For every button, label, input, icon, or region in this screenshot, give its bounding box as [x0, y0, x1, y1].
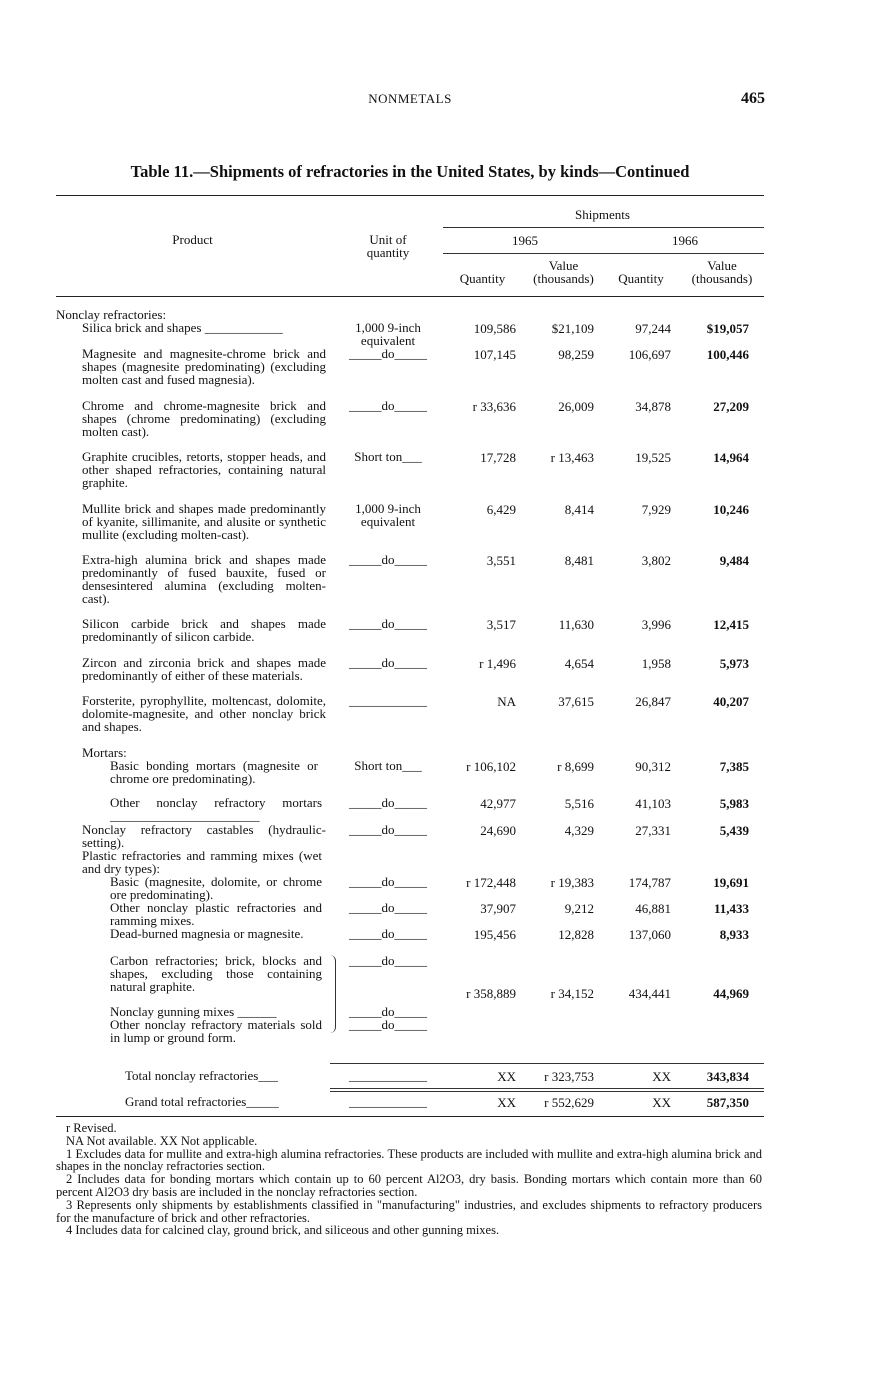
row-unit: ____________ [349, 693, 427, 708]
row-product: Graphite crucibles, retorts, stopper heads, and other shaped refractories, containing natural graphite. [82, 449, 326, 490]
grand-total-value-1966: 587,350 [706, 1095, 749, 1110]
combined-quantity-1965: r 358,889 [466, 986, 516, 1001]
row-unit: _____do_____ [349, 1017, 427, 1032]
combined-quantity-1966: 434,441 [628, 986, 671, 1001]
quantity-1966-header: Quantity [618, 271, 664, 286]
row-quantity-1965: 3,551 [486, 553, 516, 568]
row-product: Other nonclay plastic refractories and ramming mixes. [110, 900, 322, 928]
row-unit: _____do_____ [349, 926, 427, 941]
row-value-1966: 14,964 [713, 450, 749, 465]
row-product: Other nonclay refractory materials sold in lump or ground form. [110, 1017, 322, 1045]
total-nonclay-label: Total nonclay refractories___ [125, 1068, 278, 1083]
row-value-1966: 40,207 [713, 694, 749, 709]
row-quantity-1965: 107,145 [473, 347, 516, 362]
row-value-1966: 19,691 [713, 875, 749, 890]
row-value-1965: 4,654 [564, 656, 594, 671]
year-rule [443, 253, 764, 254]
row-quantity-1966: 1,958 [641, 656, 671, 671]
grand-total-label: Grand total refractories_____ [125, 1094, 279, 1109]
row-product: Nonclay gunning mixes ______ [110, 1004, 277, 1019]
row-unit: _____do_____ [349, 795, 427, 810]
grand-total-rule-1 [330, 1088, 764, 1089]
row-value-1966: 9,484 [719, 553, 749, 568]
year-1965-header: 1965 [512, 233, 538, 248]
row-quantity-1966: 46,881 [635, 901, 671, 916]
row-value-1966: 5,973 [719, 656, 749, 671]
row-unit: _____do_____ [349, 822, 427, 837]
row-quantity-1966: 7,929 [641, 502, 671, 517]
row-quantity-1965: 17,728 [480, 450, 516, 465]
grand-total-unit: ____________ [349, 1094, 427, 1109]
total-rule [330, 1063, 764, 1064]
row-value-1966: 27,209 [713, 399, 749, 414]
row-product: Forsterite, pyrophyllite, moltencast, dolomite, dolomite-magnesite, and other nonclay brick and shapes. [82, 693, 326, 734]
row-quantity-1965: r 33,636 [472, 399, 516, 414]
row-quantity-1966: 90,312 [635, 759, 671, 774]
row-unit: _____do_____ [349, 953, 427, 968]
value-1966-header: Value (thousands) [691, 258, 753, 286]
plastic-heading: Plastic refractories and ramming mixes (wet and dry types): [82, 848, 322, 876]
row-product: Basic (magnesite, dolomite, or chrome ore predominating). [110, 874, 322, 902]
table-top-rule [56, 195, 764, 196]
row-unit: _____do_____ [349, 900, 427, 915]
mortars-heading: Mortars: [82, 745, 127, 760]
shipments-rule [443, 227, 764, 228]
row-product: Silica brick and shapes ____________ [82, 320, 283, 335]
row-unit: _____do_____ [349, 552, 427, 567]
row-quantity-1966: 27,331 [635, 823, 671, 838]
row-value-1965: 11,630 [558, 617, 594, 632]
row-product: Silicon carbide brick and shapes made predominantly of silicon carbide. [82, 616, 326, 644]
total-nonclay-unit: ____________ [349, 1068, 427, 1083]
row-value-1966: 11,433 [713, 901, 749, 916]
row-quantity-1966: 3,996 [641, 617, 671, 632]
footnote-na-xx: NA Not available. XX Not applicable. [66, 1133, 258, 1148]
row-quantity-1965: 42,977 [480, 796, 516, 811]
row-value-1965: 98,259 [558, 347, 594, 362]
footnote-4: 4 Includes data for calcined clay, ground brick, and siliceous and other gunning mixes. [66, 1223, 500, 1238]
row-value-1966: 12,415 [713, 617, 749, 632]
row-value-1966: 100,446 [706, 347, 749, 362]
row-unit: Short ton___ [354, 449, 422, 464]
row-quantity-1966: 34,878 [635, 399, 671, 414]
row-product: Chrome and chrome-magnesite brick and shapes (chrome predominating) (excluding molten cast). [82, 398, 326, 439]
row-unit: 1,000 9-inch equivalent [355, 501, 421, 529]
row-product: Extra-high alumina brick and shapes made predominantly of fused bauxite, fused or densesintered alumina (excluding molten-cast). [82, 552, 326, 606]
table-title: Table 11.—Shipments of refractories in the United States, by kinds—Continued [130, 162, 690, 181]
row-quantity-1966: 137,060 [628, 927, 671, 942]
row-unit: _____do_____ [349, 655, 427, 670]
total-nonclay-quantity-1966: XX [652, 1069, 671, 1084]
row-unit: _____do_____ [349, 346, 427, 361]
grand-total-quantity-1966: XX [652, 1095, 671, 1110]
col-unit-header: Unit of quantity [366, 232, 410, 260]
row-product: Nonclay refractory castables (hydraulic-setting). [82, 822, 326, 850]
row-product: Mullite brick and shapes made predominantly of kyanite, sillimanite, and alusite or synthetic mullite (excluding molten-cast). [82, 501, 326, 542]
row-value-1965: 26,009 [558, 399, 594, 414]
row-product: Dead-burned magnesia or magnesite. [110, 926, 304, 941]
row-quantity-1965: 109,586 [473, 321, 516, 336]
row-unit: Short ton___ [354, 758, 422, 773]
footnote-2: 2 Includes data for bonding mortars which contain up to 60 percent Al2O3, dry basis. Bonding mortars which contain more than 60 percent Al2O3 dry basis are included in the nonclay refractories section. [56, 1172, 762, 1199]
row-unit: 1,000 9-inch equivalent [355, 320, 421, 348]
row-value-1966: 8,933 [719, 927, 749, 942]
row-value-1965: r 19,383 [550, 875, 594, 890]
col-product-header: Product [172, 232, 213, 247]
row-product: Zircon and zirconia brick and shapes made predominantly of either of these materials. [82, 655, 326, 683]
row-quantity-1965: r 106,102 [466, 759, 516, 774]
row-unit: _____do_____ [349, 1004, 427, 1019]
grand-total-rule-2 [330, 1091, 764, 1092]
row-unit: _____do_____ [349, 874, 427, 889]
row-unit: _____do_____ [349, 616, 427, 631]
row-quantity-1966: 19,525 [635, 450, 671, 465]
row-value-1965: r 8,699 [557, 759, 594, 774]
total-nonclay-value-1966: 343,834 [706, 1069, 749, 1084]
row-product: Carbon refractories; brick, blocks and shapes, excluding those containing natural graphite. [110, 953, 322, 994]
group-brace [327, 955, 336, 1033]
row-product: Magnesite and magnesite-chrome brick and shapes (magnesite predominating) (excluding molten cast and fused magnesia). [82, 346, 326, 387]
combined-value-1965: r 34,152 [550, 986, 594, 1001]
row-quantity-1965: 6,429 [486, 502, 516, 517]
row-value-1966: 7,385 [719, 759, 749, 774]
running-title: NONMETALS [368, 91, 452, 106]
footnote-3: 3 Represents only shipments by establishments classified in "manufacturing" industries, and excludes shipments to refractory producers for the manufacture of brick and other refractories. [56, 1197, 762, 1225]
grand-total-value-1965: r 552,629 [544, 1095, 594, 1110]
total-nonclay-value-1965: r 323,753 [544, 1069, 594, 1084]
row-quantity-1965: 195,456 [473, 927, 516, 942]
table-bottom-rule [56, 1116, 764, 1117]
row-value-1965: 8,414 [564, 502, 594, 517]
row-quantity-1966: 26,847 [635, 694, 671, 709]
row-quantity-1965: 37,907 [480, 901, 516, 916]
row-value-1965: 8,481 [564, 553, 594, 568]
row-value-1965: 9,212 [564, 901, 594, 916]
row-quantity-1966: 174,787 [628, 875, 671, 890]
footnote-1: 1 Excludes data for mullite and extra-high alumina refractories. These products are included with mullite and extra-high alumina brick and shapes in the nonclay refractories section. [56, 1146, 762, 1174]
row-value-1965: 4,329 [564, 823, 594, 838]
row-value-1966: 10,246 [713, 502, 749, 517]
section-heading: Nonclay refractories: [56, 307, 167, 322]
year-1966-header: 1966 [672, 233, 698, 248]
row-value-1965: $21,109 [551, 321, 594, 336]
value-1965-header: Value (thousands) [533, 258, 594, 286]
row-quantity-1966: 97,244 [635, 321, 671, 336]
row-product: Other nonclay refractory mortars _______________________ [110, 795, 322, 823]
page-number: 465 [741, 90, 765, 107]
row-value-1965: 12,828 [558, 927, 594, 942]
row-quantity-1965: r 172,448 [466, 875, 516, 890]
row-quantity-1966: 106,697 [628, 347, 671, 362]
row-product: Basic bonding mortars (magnesite or chrome ore predominating). [110, 758, 318, 786]
combined-value-1966: 44,969 [713, 986, 749, 1001]
row-value-1966: $19,057 [706, 321, 749, 336]
row-value-1965: r 13,463 [550, 450, 594, 465]
row-value-1966: 5,983 [719, 796, 749, 811]
row-value-1965: 37,615 [558, 694, 594, 709]
row-quantity-1965: r 1,496 [479, 656, 516, 671]
header-bottom-rule [56, 296, 764, 297]
row-quantity-1965: NA [497, 694, 516, 709]
footnote-revised: r Revised. [66, 1121, 117, 1135]
grand-total-quantity-1965: XX [497, 1095, 516, 1110]
row-quantity-1966: 3,802 [641, 553, 671, 568]
total-nonclay-quantity-1965: XX [497, 1069, 516, 1084]
row-unit: _____do_____ [349, 398, 427, 413]
col-shipments-header: Shipments [575, 207, 630, 222]
row-value-1966: 5,439 [719, 823, 749, 838]
row-quantity-1966: 41,103 [635, 796, 671, 811]
row-value-1965: 5,516 [564, 796, 594, 811]
footnotes [56, 1122, 762, 1237]
row-quantity-1965: 3,517 [486, 617, 516, 632]
row-quantity-1965: 24,690 [480, 823, 516, 838]
quantity-1965-header: Quantity [459, 271, 506, 286]
